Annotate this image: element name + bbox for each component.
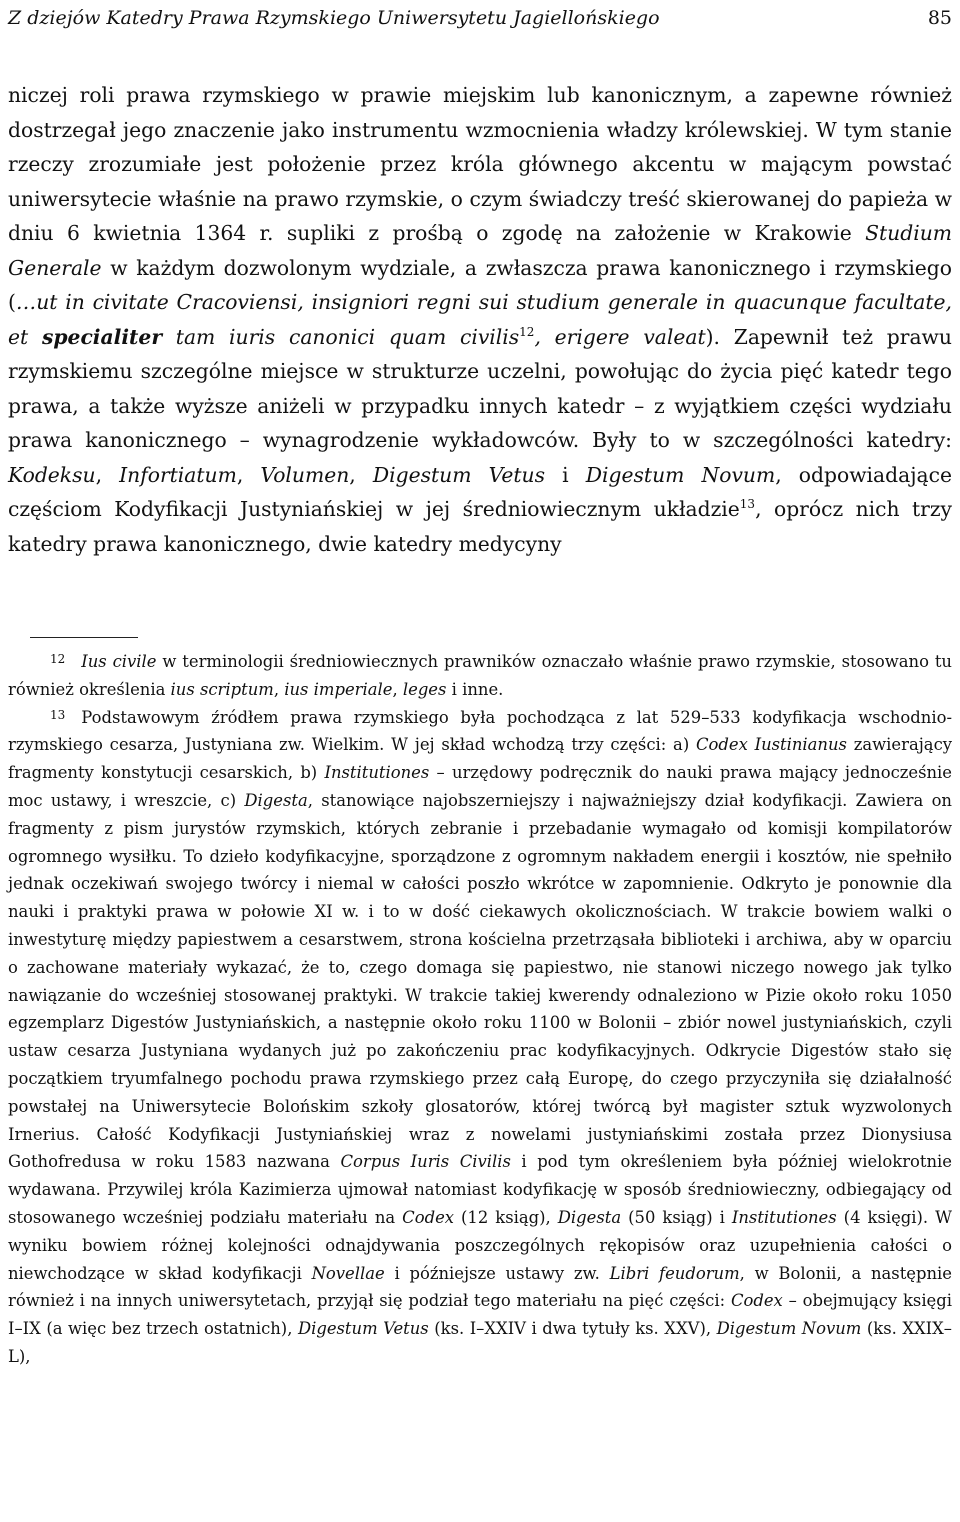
footnotes: [8, 648, 952, 1371]
body-paragraph: niczej roli prawa rzymskiego w prawie miejskim lub kanonicznym, a zapewne również dostrzegał jego znaczenie jako instrumentu wzmocnienia władzy królewskiej. W tym stanie rzeczy zrozumiałe jest położenie przez króla głównego akcentu w mającym powstać uniwersytecie właśnie na prawo rzymskie, o czym świadczy treść skierowanej do papieża w dniu 6 kwietnia 1364 r. supliki z prośbą o zgodę na założenie w Krakowie Studium Generale w każdym dozwolonym wydziale, a zwłaszcza prawa kanonicznego i rzymskiego (…ut in civitate Cracoviensi, insigniori regni sui studium generale in quacunque facultate, et specialiter tam iuris canonici quam civilis$^{12}$, erigere valeat). Zapewnił też prawu rzymskiemu szczególne miejsce w strukturze uczelni, powołując do życia pięć katedr tego prawa, a także wyższe aniżeli w przypadku innych katedr – z wyjątkiem części wydziału prawa kanonicznego – wynagrodzenie wykładowców. Były to w szczególności katedry: Kodeksu, Infortiatum, Volumen, Digestum Vetus i Digestum Novum, odpowiadające częściom Kodyfikacji Justyniańskiej w jej średniowiecznym układzie$^{13}$, oprócz nich trzy katedry prawa kanonicznego, dwie katedry medycyny: [8, 83, 953, 556]
latin-quote-emphasis: specialiter: [41, 324, 163, 349]
footnote-13: $^{13}$ Podstawowym źródłem prawa rzymskiego była pochodząca z lat 529–533 kodyfikacja wschodnio-rzymskiego cesarza, Justyniana zw. Wielkim. W jej skład wchodzą trzy części: a) Codex Iustinianus zawierający fragmenty konstytucji cesarskich, b) Institutiones – urzędowy podręcznik do nauki prawa mający jednocześnie moc ustawy, i wreszcie, c) Digesta, stanowiące najobszerniejszy i najważniejszy dział kodyfikacji. Zawiera on fragmenty z pism jurystów rzymskich, których zebranie i przebadanie wymagało od komisji kompilatorów ogromnego wysiłku. To dzieło kodyfikacyjne, sporządzone z ogromnym nakładem energii i kosztów, nie spełniło jednak oczekiwań swojego twórcy i niemal w całości poszło wkrótce w zapomnienie. Odkryto je ponownie dla nauki i praktyki prawa w połowie XI w. i to w dość ciekawych okolicznościach. W trakcie bowiem walki o inwestyturę między papiestwem a cesarstwem, strona kościelna przetrząsała biblioteki i archiwa, aby w oparciu o zachowane materiały wykazać, że to, czego domaga się papiestwo, nie stanowi niczego nowego jak tylko nawiązanie do wcześniej stosowanej praktyki. W trakcie takiej kwerendy odnaleziono w Pizie około roku 1050 egzemplarz Digestów Justyniańskich, a następnie około roku 1100 w Bolonii – zbiór nowel justyniańskich, czyli ustaw cesarza Justyniana wydanych już po zakończeniu prac kodyfikacyjnych. Odkrycie Digestów stało się początkiem tryumfalnego pochodu prawa rzymskiego przez całą Europę, do czego przyczyniła się działalność powstałej na Uniwersytecie Bolońskim szkoły glosatorów, której twórcą był magister sztuk wyzwolonych Irnerius. Całość Kodyfikacji Justyniańskiej wraz z nowelami justyniańskimi została przez Dionysiusa Gothofredusa w roku 1583 nazwana Corpus Iuris Civilis i pod tym określeniem była później wielokrotnie wydawana. Przywilej króla Kazimierza ujmował natomiast kodyfikację w sposób średniowieczny, odbiegający od stosowanego wcześniej podziału materiału na Codex (12 ksiąg), Digesta (50 ksiąg) i Institutiones (4 księgi). W wyniku bowiem różnej kolejności odnajdywania poszczególnych rękopisów oraz uzupełnienia całości o niewchodzące w skład kodyfikacji Novellae i późniejsze ustawy zw. Libri feudorum, w Bolonii, a następnie również i na innych uniwersytetach, przyjął się podział tego materiału na pięć części: Codex – obejmujący księgi I–IX (a więc bez trzech ostatnich), Digestum Vetus (ks. I–XXIV i dwa tytuły ks. XXV), Digestum Novum (ks. XXIX–L),: [8, 707, 953, 1366]
page-header: [8, 0, 952, 36]
latin-quote: …ut in civitate Cracoviensi, insigniori regni sui studium generale in quacunque facultate, et: [8, 290, 952, 349]
page-number: 85: [927, 7, 952, 29]
footnote-ref-13[interactable]: 13: [739, 497, 756, 512]
running-title: Z dziejów Katedry Prawa Rzymskiego Uniwersytetu Jagiellońskiego: [8, 7, 660, 29]
term-studium-generale: Studium Generale: [8, 221, 952, 280]
footnote-12: $^{12}$ Ius civile w terminologii średniowiecznych prawników oznaczało właśnie prawo rzymskie, stosowano tu również określenia ius scriptum, ius imperiale, leges i inne.: [8, 652, 952, 699]
footnote-ref-12[interactable]: 12: [519, 324, 535, 339]
footnote-number: 12: [50, 652, 66, 666]
footnote-separator: [30, 637, 138, 638]
footnote-number: 13: [50, 707, 66, 722]
